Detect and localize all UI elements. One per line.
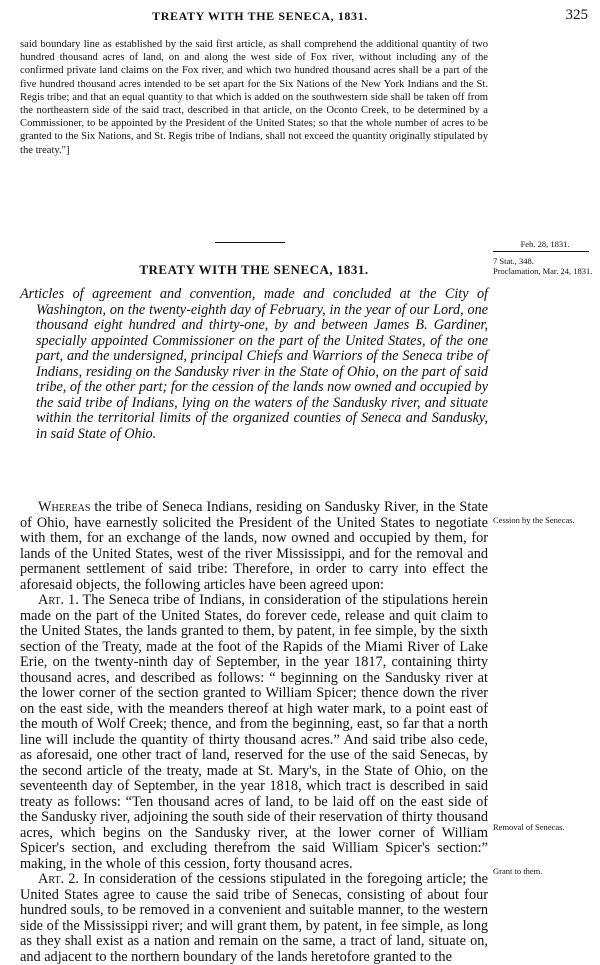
section-divider bbox=[215, 242, 285, 243]
article-2-label: Art. 2. bbox=[38, 871, 79, 887]
margin-date-rule bbox=[493, 251, 589, 252]
whereas-text: the tribe of Seneca Indians, residing on Sandusky River, in the State of Ohio, have earnestly solicited the President of the United States to negotiate with them, for an exchange of the lands, now owned and occupied by them, for lands of the United States, west of the river Mississippi, and for the removal and permanent settlement of said tribe: Therefore, in order to carry into effect the aforesaid objects, the following articles have been agreed upon: bbox=[20, 499, 488, 593]
margin-note-proclamation: Proclamation, Mar. 24, 1831. bbox=[493, 266, 593, 276]
article-1 bbox=[20, 593, 488, 872]
article-1-label: Art. 1. bbox=[38, 592, 79, 608]
margin-note-date: Feb. 28, 1831. bbox=[520, 239, 570, 249]
whereas-lead: Whereas bbox=[38, 499, 91, 515]
treaty-preamble bbox=[20, 287, 488, 442]
whereas-paragraph bbox=[20, 500, 488, 593]
continuation-paragraph bbox=[20, 38, 488, 157]
treaty-body bbox=[20, 500, 488, 965]
margin-note-removal: Removal of Senecas. bbox=[493, 822, 565, 832]
margin-note-cession: Cession by the Senecas. bbox=[493, 515, 575, 525]
running-title: TREATY WITH THE SENECA, 1831. bbox=[152, 9, 368, 23]
article-2-text: In consideration of the cessions stipulated in the foregoing article; the United States agree to cause the said tribe of Senecas, consisting of about four hundred souls, to be removed in a convenient and suitable manner, to the western side of the Mississippi river; and will grant them, by patent, in fee simple, as long as they shall exist as a nation and remain on the same, a tract of land, situate on, and adjacent to the northern boundary of the lands heretofore granted to the bbox=[20, 871, 489, 965]
preamble-text: Articles of agreement and convention, made and concluded at the City of Washington, on the twenty-eighth day of February, in the year of our Lord, one thousand eight hundred and thirty-one, by and between James B. Gardiner, specially appointed Commissioner on the part of the United States, of the one part, and the undersigned, principal Chiefs and Warriors of the Seneca tribe of Indians, residing on the Sandusky river in the State of Ohio, on the part of said tribe, of the other part; for the cession of the lands now owned and occupied by the said tribe of Indians, lying on the waters of the Sandusky river, and situate within the territorial limits of the organized counties of Seneca and Sandusky, in said State of Ohio. bbox=[20, 286, 488, 442]
page-number: 325 bbox=[565, 7, 588, 23]
margin-note-citation bbox=[493, 256, 597, 276]
treaty-title: TREATY WITH THE SENECA, 1831. bbox=[139, 262, 369, 277]
article-1-text: The Seneca tribe of Indians, in consideration of the stipulations herein made on the part of the United States, do forever cede, release and quit claim to the United States, the lands granted to them, by patent, in fee simple, by the sixth section of the Treaty, made at the foot of the Rapids of the Miami River of Lake Erie, on the twenty-ninth day of September, in the year 1817, containing thirty thousand acres, and described as follows: “ beginning on the Sandusky river at the lower corner of the section granted to William Spicer; thence down the river on the east side, with the meanders thereof at high water mark, to a point east of the mouth of Wolf Creek; thence, and from the beginning, east, so far that a north line will include the quantity of thirty thousand acres.” And said tribe also cede, as aforesaid, one other tract of land, reserved for the use of the said Senecas, by the second article of the treaty, made at St. Mary's, in the State of Ohio, on the seventeenth day of September, in the year 1818, which tract is described in said treaty as follows: “Ten thousand acres of land, to be laid off on the east side of the Sandusky river, adjoining the south side of their reservation of thirty thousand acres, which begins on the Sandusky river, at the lower corner of William Spicer's section, and excluding therefrom the said William Spicer's section:” making, in the whole of this cession, forty thousand acres. bbox=[20, 592, 488, 872]
continuation-text: said boundary line as established by the said first article, as shall comprehend the additional quantity of two hundred thousand acres of land, on and along the west side of Fox river, without including any of the confirmed private land claims on the Fox river, and which two hundred thousand acres shall be a part of the five hundred thousand acres intended to be set apart for the Six Nations of the New York Indians and the St. Regis tribe; and that an equal quantity to that which is added on the southwestern side shall be taken off from the northeastern side of the said tract, described in that article, on the Oconto Creek, to be determined by a Commissioner, to be appointed by the President of the United States; so that the whole number of acres to be granted to the Six Nations, and St. Regis tribe of Indians, shall not exceed the quantity originally stipulated by the treaty."] bbox=[20, 39, 488, 156]
running-header bbox=[0, 7, 600, 25]
article-2 bbox=[20, 872, 488, 965]
margin-note-stat: 7 Stat., 348. bbox=[493, 256, 534, 266]
margin-note-grant: Grant to them. bbox=[493, 866, 543, 876]
